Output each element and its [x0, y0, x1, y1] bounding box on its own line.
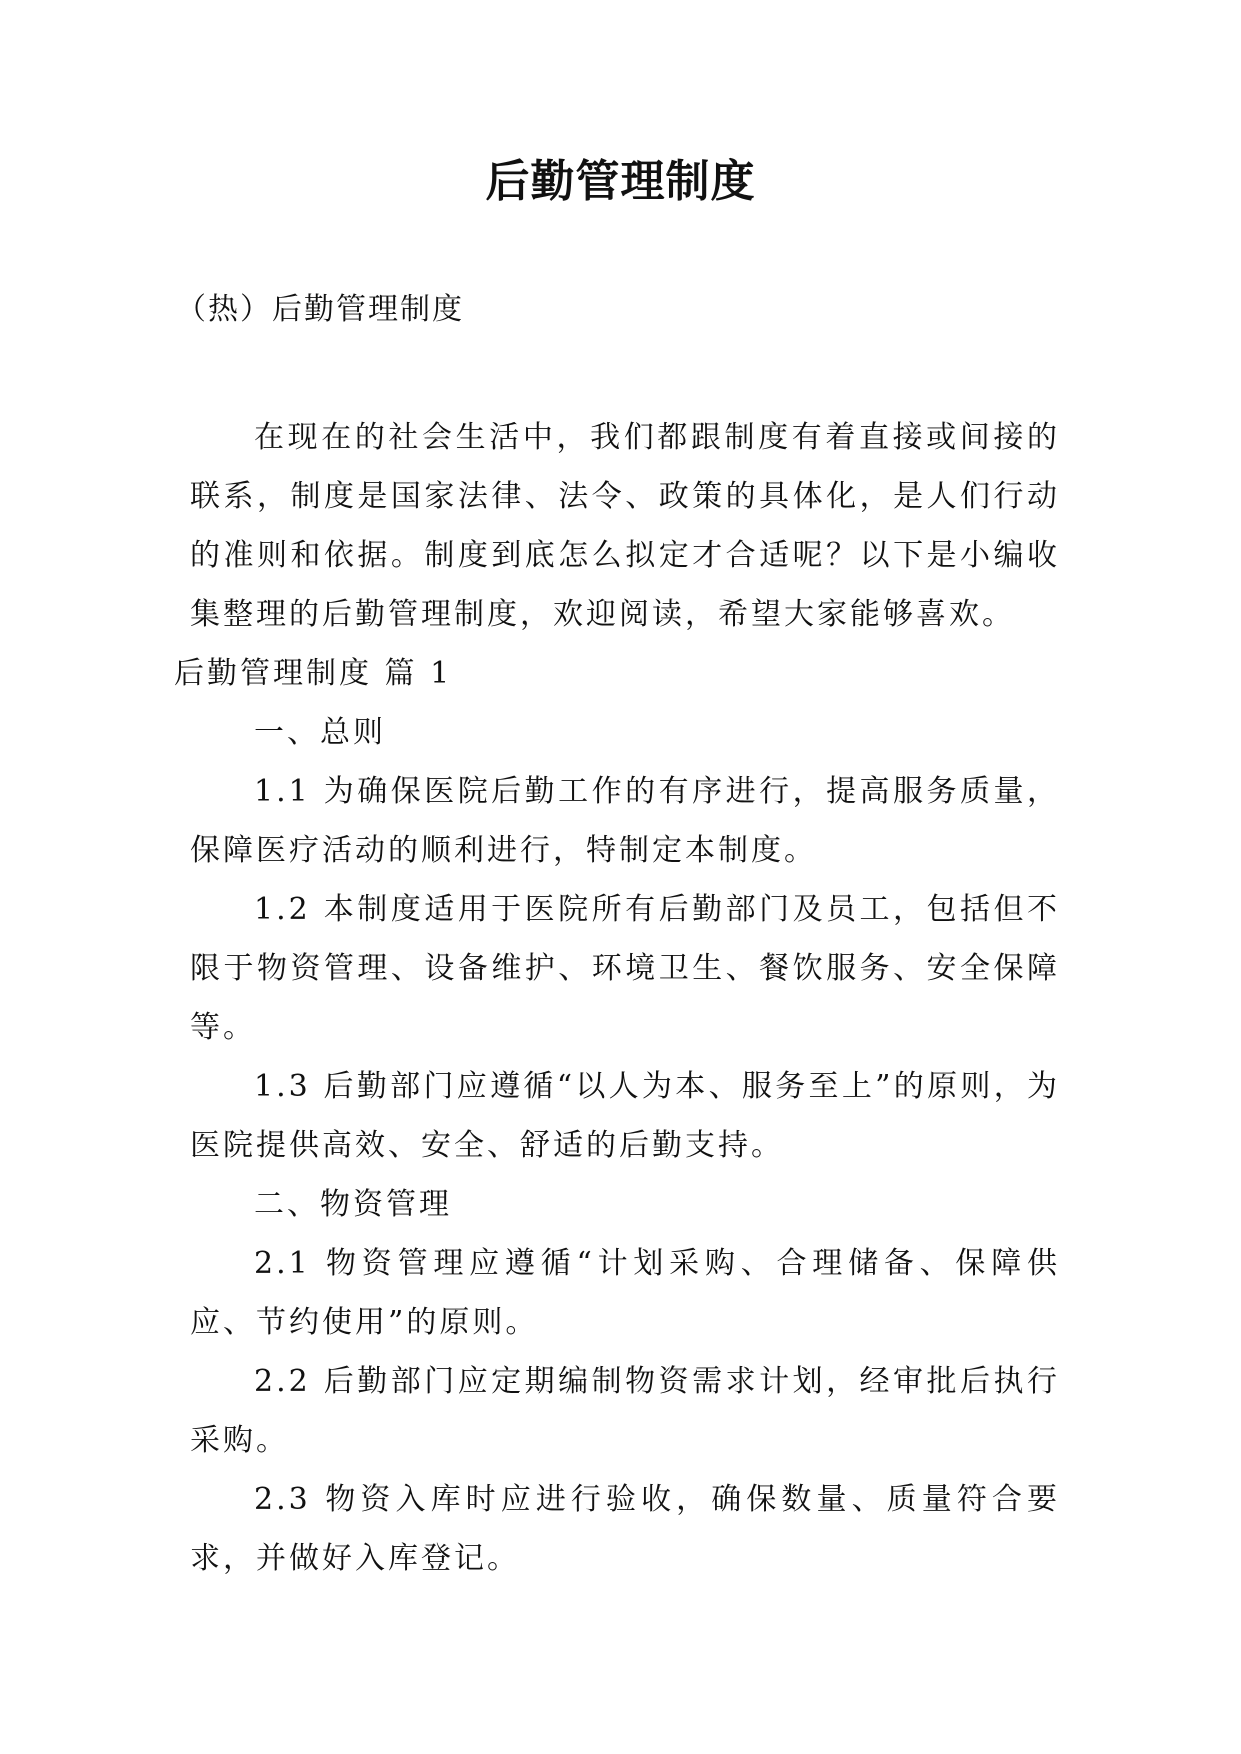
section-heading-materials: 二、物资管理: [254, 1187, 452, 1222]
clause-1-3: 1.3 后勤部门应遵循“以人为本、服务至上”的原则，为医院提供高效、安全、舒适的后勤支持。: [190, 1069, 1060, 1163]
clause-2-2: 2.2 后勤部门应定期编制物资需求计划，经审批后执行采购。: [190, 1364, 1060, 1458]
document-title: 后勤管理制度: [485, 156, 756, 207]
clause-2-1: 2.1 物资管理应遵循“计划采购、合理储备、保障供应、节约使用”的原则。: [190, 1246, 1060, 1340]
document-subtitle: （热）后勤管理制度: [176, 292, 464, 327]
clause-1-1: 1.1 为确保医院后勤工作的有序进行，提高服务质量，保障医疗活动的顺利进行，特制定本制度。: [190, 774, 1060, 868]
article-heading: 后勤管理制度 篇 1: [174, 656, 453, 691]
section-heading-general: 一、总则: [254, 715, 386, 750]
document-body: [174, 408, 1060, 1588]
clause-1-2: 1.2 本制度适用于医院所有后勤部门及员工，包括但不限于物资管理、设备维护、环境卫生、餐饮服务、安全保障等。: [190, 892, 1060, 1045]
clause-2-3: 2.3 物资入库时应进行验收，确保数量、质量符合要求，并做好入库登记。: [190, 1482, 1060, 1576]
intro-paragraph: 在现在的社会生活中，我们都跟制度有着直接或间接的联系，制度是国家法律、法令、政策的具体化，是人们行动的准则和依据。制度到底怎么拟定才合适呢？以下是小编收集整理的后勤管理制度，欢迎阅读，希望大家能够喜欢。: [190, 420, 1060, 632]
